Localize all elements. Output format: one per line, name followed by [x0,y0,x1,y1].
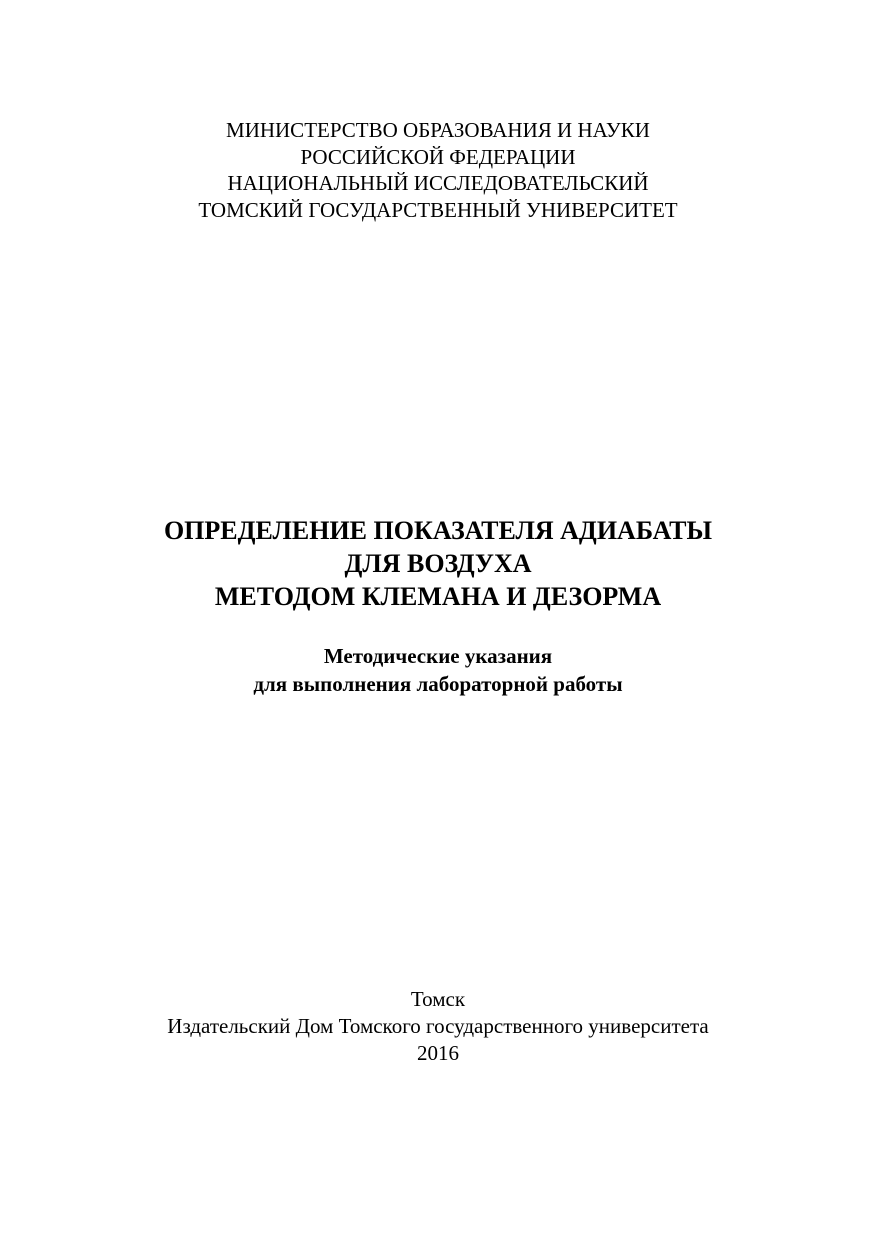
title-line: ДЛЯ ВОЗДУХА [344,549,532,578]
imprint-city: Томск [410,987,466,1011]
header-line: ТОМСКИЙ ГОСУДАРСТВЕННЫЙ УНИВЕРСИТЕТ [198,197,678,222]
header-line: МИНИСТЕРСТВО ОБРАЗОВАНИЯ И НАУКИ [226,118,650,142]
imprint [0,986,876,1067]
subtitle-line: для выполнения лабораторной работы [253,672,623,696]
subtitle-line: Методические указания [323,644,553,668]
imprint-year: 2016 [417,1041,459,1065]
document-title [0,514,876,613]
document-subtitle [0,642,876,698]
title-line: МЕТОДОМ КЛЕМАНА И ДЕЗОРМА [214,582,662,611]
title-line: ОПРЕДЕЛЕНИЕ ПОКАЗАТЕЛЯ АДИАБАТЫ [163,516,713,545]
ministry-header [0,117,876,223]
header-line: РОССИЙСКОЙ ФЕДЕРАЦИИ [300,144,576,169]
imprint-publisher: Издательский Дом Томского государственного университета [167,1014,709,1038]
header-line: НАЦИОНАЛЬНЫЙ ИССЛЕДОВАТЕЛЬСКИЙ [227,171,649,195]
